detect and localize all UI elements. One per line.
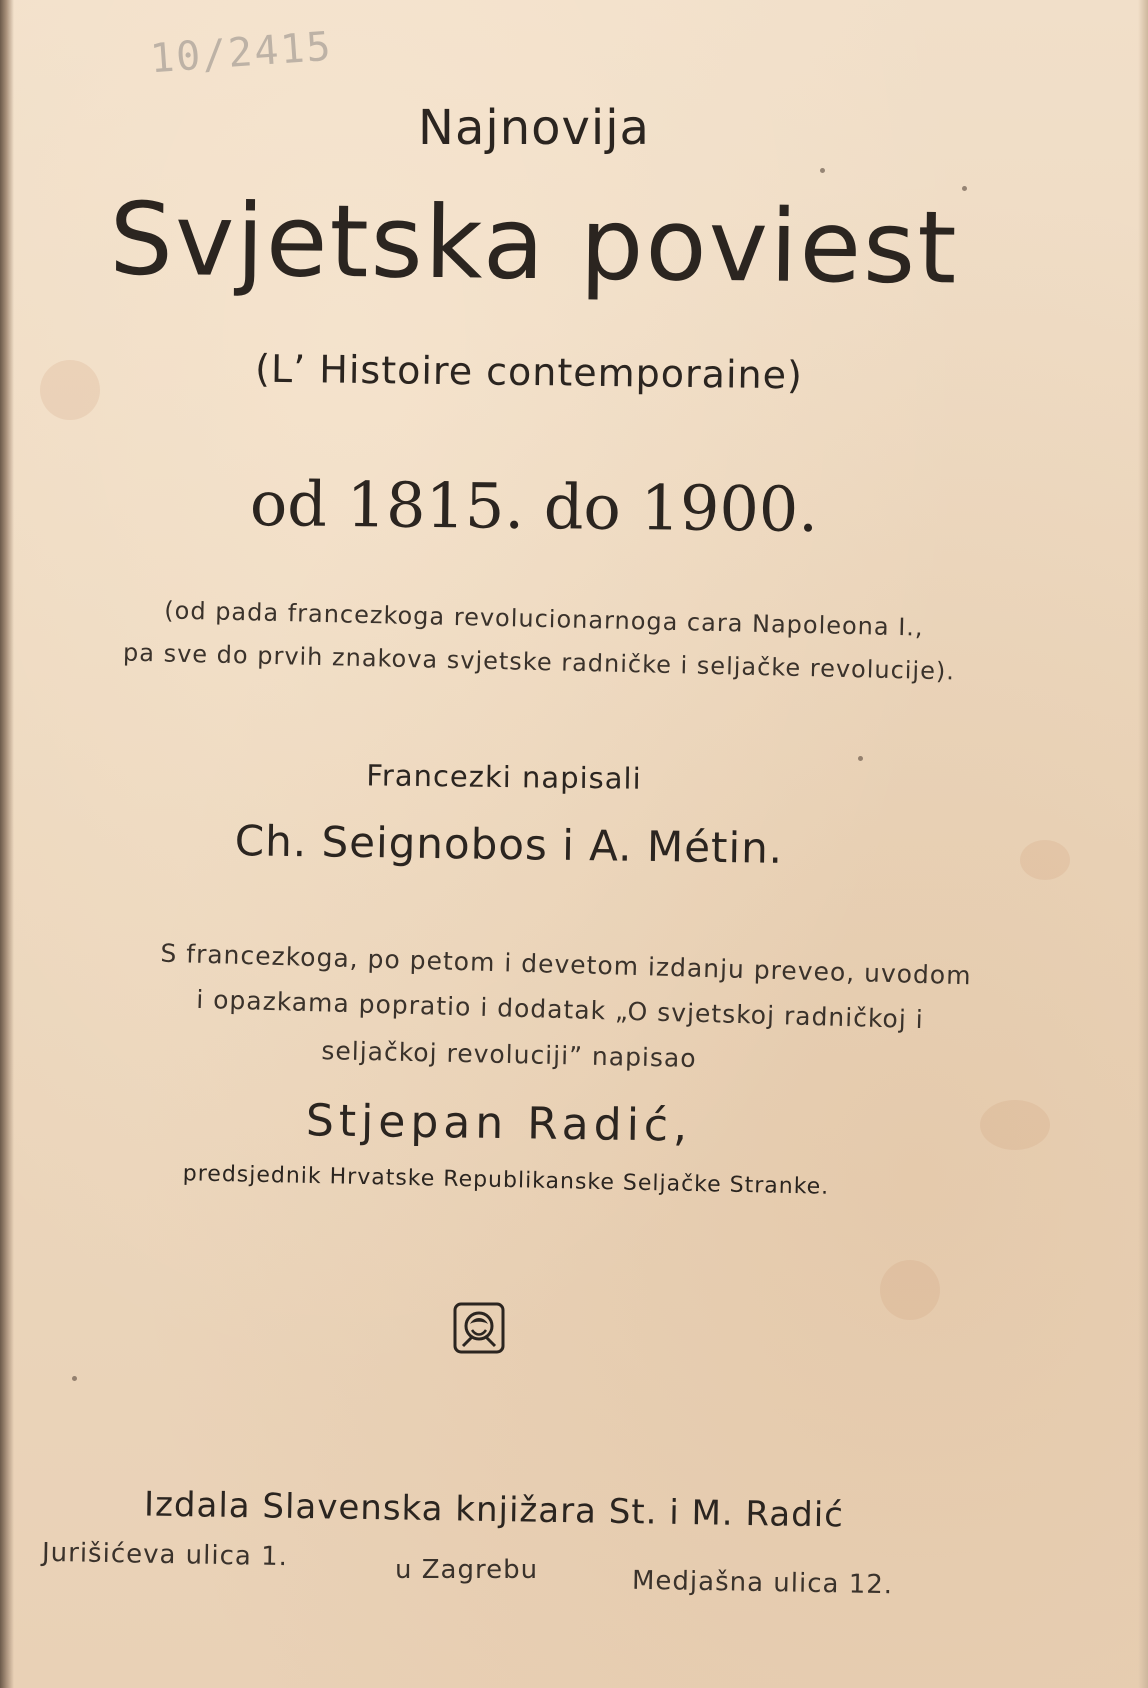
authors-label: Francezki napisali [366,758,642,796]
title-prefix: Najnovija [418,100,650,156]
publisher-address-left: Jurišićeva ulica 1. [41,1537,289,1573]
translation-note-line-3: seljačkoj revoluciji” napisao [321,1036,697,1073]
page-right-edge [1138,0,1148,1688]
publisher-line: Izdala Slavenska knjižara St. i M. Radić [143,1484,845,1536]
translator-name: Stjepan Radić, [305,1095,693,1152]
pencil-catalog-note: 10/2415 [148,23,334,83]
paper-speck [820,168,825,173]
translation-note-line-1: S francezkoga, po petom i devetom izdanju preveo, uvodom [160,938,972,991]
rose-ornament-icon [453,1302,505,1354]
translator-title: predsjednik Hrvatske Republikanske Seljačke Stranke. [182,1161,830,1200]
publisher-address-right: Medjašna ulica 12. [631,1565,894,1601]
book-years: od 1815. do 1900. [249,467,819,546]
author-names: Ch. Seignobos i A. Métin. [234,816,784,873]
paper-speck [72,1376,77,1381]
description-line-1: (od pada francezkoga revolucionarnoga cara Napoleona I., [164,596,924,642]
description-line-2: pa sve do prvih znakova svjetske radničke i seljačke revolucije). [122,638,956,686]
paper-stain [880,1260,940,1320]
paper-speck [858,756,863,761]
publisher-city: u Zagrebu [395,1555,539,1585]
book-title: Svjetska poviest [108,180,960,307]
translation-note-line-2: i opazkama popratio i dodatak „O svjetskoj radničkoj i [195,984,925,1035]
book-subtitle: (L’ Histoire contemporaine) [254,346,804,398]
